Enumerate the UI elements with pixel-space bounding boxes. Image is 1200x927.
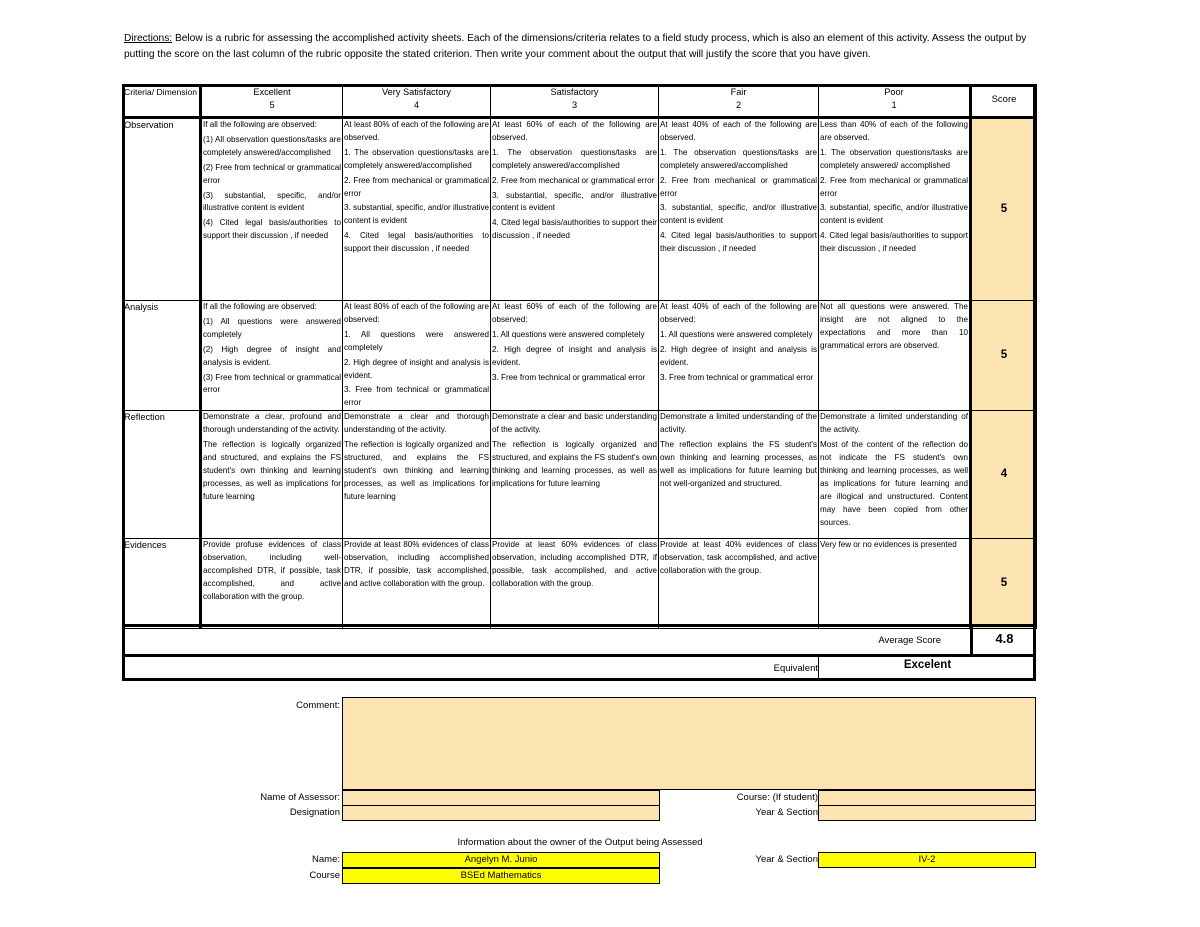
rubric-cell-text: Very few or no evidences is presented [820,540,957,550]
level-fair [659,85,819,118]
rubric-cell-text: Less than 40% of each of the following are observed. [820,120,968,142]
rubric-cell-text: If all the following are observed: [203,302,317,311]
score-cell[interactable]: 4 [971,411,1037,539]
level-name: Very Satisfactory [382,87,451,97]
score-cell[interactable]: 5 [971,539,1037,629]
rubric-cell [343,301,491,411]
level-name: Satisfactory [550,87,599,97]
rubric-cell-text: 2. High degree of insight and analysis is evident. [492,344,657,367]
rubric-cell [343,118,491,301]
owner-heading: Information about the owner of the Output being Assessed [457,837,703,848]
rubric-row-analysis [123,301,1037,411]
rubric-cell [819,118,971,301]
criterion-label: Analysis [123,301,201,411]
rubric-cell-text: (4) Cited legal basis/authorities to support their discussion , if needed [203,218,341,241]
rubric-cell-text: (1) All observation questions/tasks are completely answered/accomplished [203,134,341,157]
rubric-cell-text: 3. substantial, specific, and/or illustrative content is evident [660,203,817,226]
average-cell [970,624,1036,654]
rubric-cell-text: The reflection is logically organized and structured, and explains the FS student's own thinking and learning processes, as well as implications for future learning [492,440,657,488]
rubric-cell-text: 2. High degree of insight and analysis is evident. [344,357,489,380]
rubric-cell [201,301,343,411]
rubric-cell-text: At least 60% of each of the following are observed. [492,120,657,142]
level-very-satisfactory [343,85,491,118]
owner-course-label: Course [309,870,340,881]
rubric-cell-text: At least 40% of each of the following are observed. [660,120,817,142]
score-cell[interactable]: 5 [971,118,1037,301]
designation-field[interactable] [342,805,660,821]
owner-year-section-field[interactable]: IV-2 [818,852,1036,868]
rubric-cell [201,539,343,629]
rubric-cell-text: Most of the content of the reflection do not indicate the FS student's own thinking and learning processes, as well as implications for future learning and are illogical and unstructured. Content may have been copied from other sources. [820,440,968,527]
rubric-cell-text: The reflection explains the FS student's own thinking and learning processes, as well as implications for future learning but not well-organized and structured. [660,440,817,488]
level-points: 4 [413,100,420,110]
owner-course-field[interactable]: BSEd Mathematics [342,868,660,884]
rubric-cell-text: 1. All questions were answered completely [660,329,813,339]
level-points: 2 [735,100,742,110]
rubric-cell [819,539,971,629]
rubric-cell-text: Demonstrate a limited understanding of the activity. [660,412,817,435]
course-student-field[interactable] [818,790,1036,806]
rubric-cell-text: Provide at least 80% evidences of class observation, including accomplished DTR, if possible, task accomplished, and active collaboration with the group. [344,540,489,588]
rubric-cell [819,411,971,539]
rubric-cell-text: 3. substantial, specific, and/or illustrative content is evident [492,190,657,213]
rubric-row-evidences [123,539,1037,629]
rubric-cell-text: Demonstrate a limited understanding of the activity. [820,412,968,435]
rubric-cell-text: 3. Free from technical or grammatical error [492,372,646,382]
rubric-cell-text: Provide at least 40% evidences of class observation, task accomplished, and active collaboration with the group. [660,540,817,576]
equivalent-label: Equivalent [773,663,818,674]
rubric-header-row [123,85,1037,118]
rubric-cell [343,411,491,539]
rubric-cell-text: 1. The observation questions/tasks are completely answered/accomplished [344,147,489,170]
comment-label: Comment: [296,700,340,711]
rubric-cell-text: 2. Free from mechanical or grammatical error [660,175,817,198]
rubric-cell [819,301,971,411]
level-name: Fair [730,87,747,97]
comment-field[interactable] [342,697,1036,790]
rubric-cell-text: 4. Cited legal basis/authorities to support their discussion , if needed [660,231,817,254]
rubric-cell-text: At least 80% of each of the following are observed. [344,120,489,142]
rubric-cell [201,118,343,301]
directions-text [124,31,1040,63]
rubric-cell-text: 1. The observation questions/tasks are completely answered/accomplished [660,147,817,170]
rubric-cell-text: 3. substantial, specific, and/or illustrative content is evident [344,203,489,226]
criterion-label: Observation [123,118,201,301]
rubric-cell-text: (3) substantial, specific, and/or illustrative content is evident [203,190,341,213]
rubric-cell-text: 1. All questions were answered completely [492,329,645,339]
rubric-cell [659,301,819,411]
directions-lead: Directions: [124,33,173,44]
rubric-cell-text: 1. All questions were answered completely [344,329,489,352]
rubric-cell-text: At least 60% of each of the following are observed: [492,302,657,324]
criterion-label: Evidences [123,539,201,629]
rubric-cell [491,411,659,539]
rubric-cell-text: Demonstrate a clear and thorough understanding of the activity. [344,412,489,435]
score-cell[interactable]: 5 [971,301,1037,411]
assessor-label: Name of Assessor: [260,792,340,803]
owner-year-section-label: Year & Section [755,854,818,865]
year-section-field[interactable] [818,805,1036,821]
year-section-label: Year & Section [755,807,818,818]
average-value: 4.8 [995,631,1014,646]
rubric-cell-text: 2. High degree of insight and analysis is evident. [660,344,817,367]
rubric-cell-text: 3. Free from technical or grammatical error [344,385,489,408]
equivalent-value: Excelent [903,659,952,671]
rubric-cell-text: Demonstrate a clear, profound and thorough understanding of the activity. [203,412,341,435]
rubric-cell [659,539,819,629]
rubric-cell [659,411,819,539]
rubric-cell-text: Provide profuse evidences of class observation, including well-accomplished DTR, if possible, task accomplished, and active collaboration with the group. [203,540,341,601]
rubric-cell [201,411,343,539]
rubric-cell-text: Not all questions were answered. The insight are not aligned to the expectations and more than 10 grammatical errors are observed. [820,302,968,350]
owner-name-field[interactable]: Angelyn M. Junio [342,852,660,868]
rubric-cell-text: 2. Free from mechanical or grammatical error [344,175,489,198]
rubric-cell [491,118,659,301]
level-poor [819,85,971,118]
rubric-table [122,84,1037,629]
level-satisfactory [491,85,659,118]
criterion-label: Reflection [123,411,201,539]
rubric-cell [343,539,491,629]
average-row [122,624,1036,654]
level-name: Poor [884,87,904,97]
rubric-cell-text: If all the following are observed: [203,120,317,129]
rubric-cell-text: 4. Cited legal basis/authorities to support their discussion , if needed [492,218,657,241]
rubric-cell-text: At least 80% of each of the following are observed: [344,302,489,324]
designation-label: Designation [289,807,340,818]
rubric-cell-text: The reflection is logically organized and structured, and explains the FS student's own thinking and learning processes, as well as implications for future learning [203,440,341,501]
rubric-cell-text: (2) High degree of insight and analysis is evident. [203,344,341,367]
rubric-cell-text: (1) All questions were answered completely [203,316,341,339]
directions-body: Below is a rubric for assessing the accomplished activity sheets. Each of the dimensions/criteria relates to a field study process, which is also an element of this activity. Assess the output by putting the score on the last column of the rubric opposite the stated criterion. Then write your comment about the output that will justify the score that you have given. [124,33,1027,60]
rubric-row-observation [123,118,1037,301]
rubric-cell-text: (3) Free from technical or grammatical error [203,372,341,395]
rubric-cell-text: 4. Cited legal basis/authorities to support their discussion , if needed [344,231,489,254]
rubric-cell-text: At least 40% of each of the following are observed: [660,302,817,324]
owner-name-label: Name: [312,854,340,865]
rubric-cell [659,118,819,301]
rubric-cell-text: 4. Cited legal basis/authorities to support their discussion , if needed [820,231,968,254]
rubric-cell-text: 3. Free from technical or grammatical error [660,372,814,382]
rubric-cell [491,301,659,411]
rubric-cell-text: 1. The observation questions/tasks are completely answered/ accomplished [820,147,968,170]
level-name: Excellent [253,87,291,97]
rubric-cell-text: Provide at least 60% evidences of class observation, including accomplished DTR, if possible, task accomplished, and active collaboration with the group. [492,540,657,588]
rubric-row-reflection [123,411,1037,539]
level-excellent [201,85,343,118]
rubric-cell-text: 2. Free from mechanical or grammatical error [820,175,968,198]
equivalent-row [122,654,1036,681]
rubric-cell-text: Demonstrate a clear and basic understanding of the activity. [492,412,657,435]
level-points: 3 [571,100,578,110]
assessor-field[interactable] [342,790,660,806]
rubric-cell-text: (2) Free from technical or grammatical error [203,162,341,185]
course-student-label: Course: (If student) [736,792,818,803]
rubric-cell-text: 1. The observation questions/tasks are completely answered/accomplished [492,147,657,170]
score-header: Score [971,85,1037,118]
criteria-header: Criteria/ Dimension [123,85,201,118]
rubric-cell [491,539,659,629]
level-points: 1 [891,100,897,110]
level-points: 5 [269,100,275,110]
rubric-cell-text: 2. Free from mechanical or grammatical error [492,175,655,185]
equivalent-cell [818,654,1036,681]
average-label: Average Score [878,635,941,646]
rubric-cell-text: The reflection is logically organized and structured, and explains the FS student's own thinking and learning processes, as well as implications for future learning [344,440,489,501]
rubric-cell-text: 3. substantial, specific, and/or illustrative content is evident [820,203,968,226]
